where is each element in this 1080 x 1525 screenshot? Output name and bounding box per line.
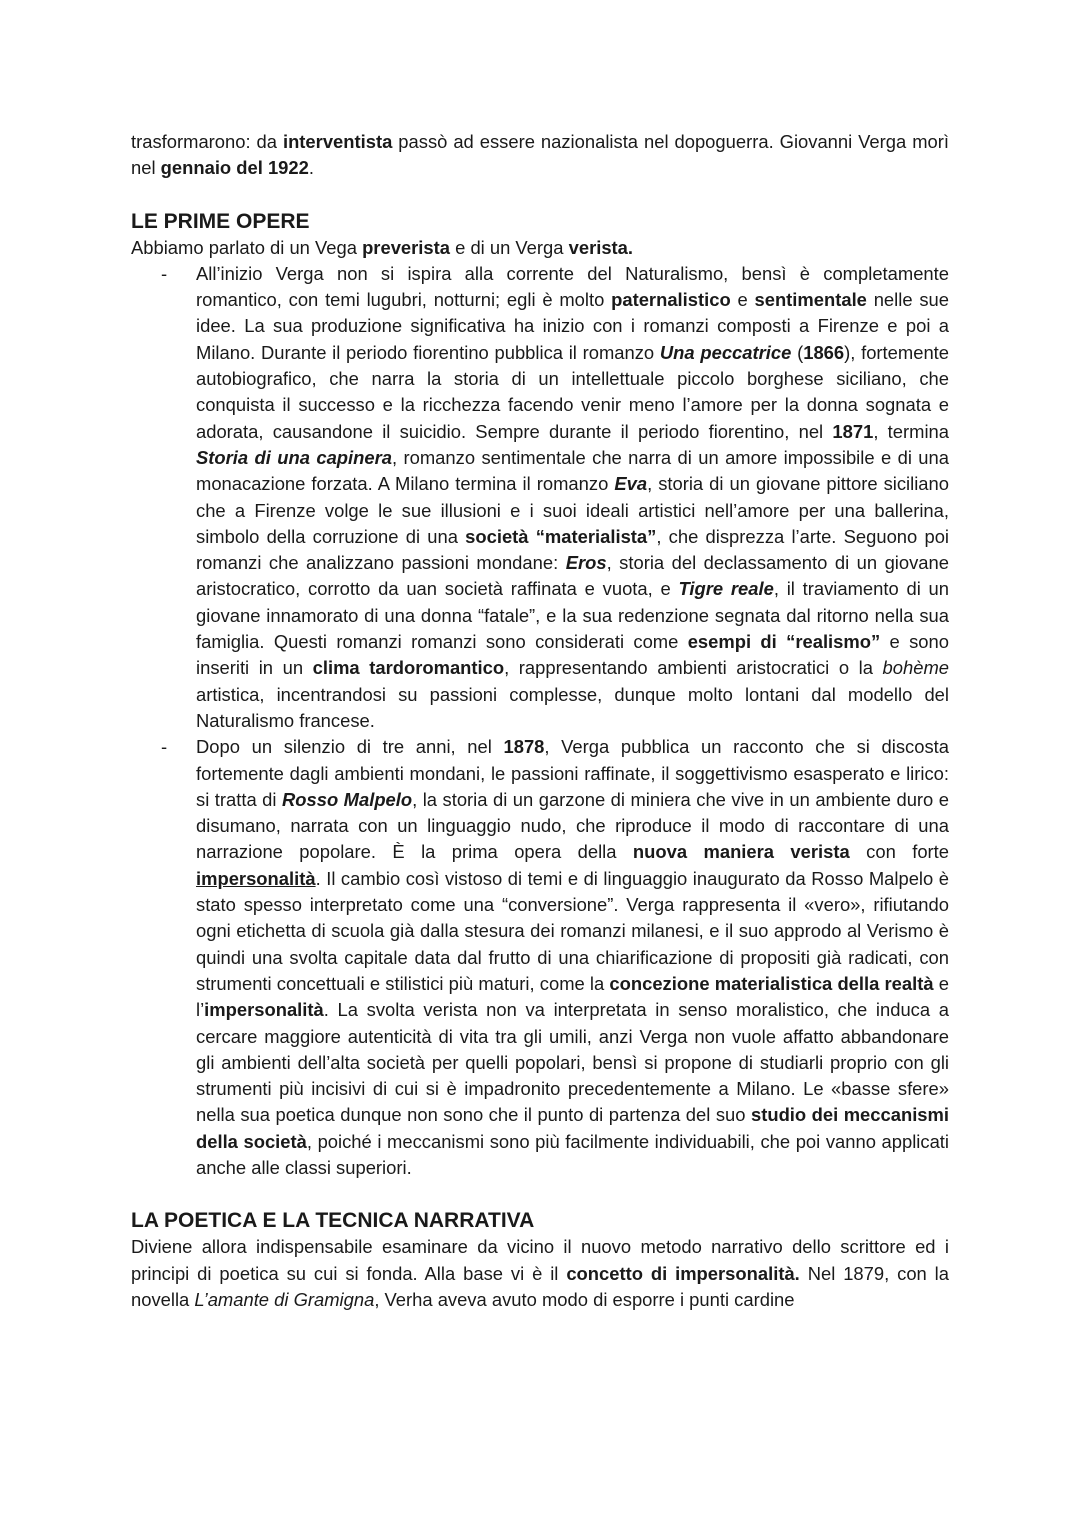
underlined-impersonalita: impersonalità [196, 867, 316, 889]
title-amante-gramigna: L’amante di Gramigna [194, 1288, 375, 1310]
heading-prime-opere: LE PRIME OPERE [131, 209, 310, 233]
title-storia-capinera: Storia di una capinera [196, 446, 392, 468]
heading-poetica: LA POETICA E LA TECNICA NARRATIVA [131, 1209, 535, 1233]
title-eros: Eros [565, 552, 607, 574]
bold-interventista: interventista [282, 131, 393, 152]
list-item-preverista: - All’inizio Verga non si ispira alla corrente del Naturalismo, bensì è completamente romantico, con temi lugubri, notturni; egli è molto paternalistico e sentimentale nelle sue idee. La sua produzione significativa ha inizio con i romanzi composti a Firenze e poi a Milano. Durante il periodo fiorentino pubblica il romanzo Una peccatrice (1866), fortemente autobiografico, che narra la storia di un intellettuale piccolo borghese siciliano, che conquista il successo e la ricchezza facendo venir meno l’amore per la donna sognata e adorata, causandone il suicidio. Sempre durante il periodo fiorentino, nel 1871, termina Storia di una capinera, romanzo sentimentale che narra di un amore impossibile e di una monacazione forzata. A Milano termina il romanzo Eva, storia di un giovane pittore siciliano che a Firenze volge le sue illusioni e i suoi ideali artistici nell’amore per una ballerina, simbolo della corruzione di una società “materialista”, che disprezza l’arte. Seguono poi romanzi che analizzano passioni mondane: Eros, storia del declassamento di un giovane aristocratico, corrotto da uan società raffinata e vuota, e Tigre reale, il traviamento di un giovane innamorato di una donna “fatale”, e la sua redenzione segnata dal ritorno nella sua famiglia. Questi romanzi romanzi sono considerati come esempi di “realismo” e sono inseriti in un clima tardoromantico, rappresentando ambienti aristocratici o la bohème artistica, incentrandosi su passioni complesse, dunque molto lontani dal modello del Naturalismo francese. [161, 262, 950, 731]
title-eva: Eva [614, 473, 648, 495]
works-list [131, 261, 949, 1181]
bold-death-date: gennaio del 1922 [160, 157, 309, 179]
document-page [131, 129, 949, 1313]
list-dash: - [161, 736, 168, 758]
intro-paragraph: trasformarono: da interventista passò ad essere nazionalista nel dopoguerra. Giovanni Verga morì nel gennaio del 1922. [131, 131, 949, 179]
list-item-verista: - Dopo un silenzio di tre anni, nel 1878, Verga pubblica un racconto che si discosta fortemente dagli ambienti mondani, le passioni raffinate, il soggettivismo esasperato e lirico: si tratta di Rosso Malpelo, la storia di un garzone di miniera che vive in un ambiente duro e disumano, narrata con un linguaggio nudo, che riproduce il modo di raccontare di una narrazione popolare. È la prima opera della nuova maniera verista con forte impersonalità. Il cambio così vistoso di temi e di linguaggio inaugurato da Rosso Malpelo è stato spesso interpretato come una “conversione”. Verga rappresenta il «vero», rifiutando ogni etichetta di scuola già dalla stesura dei romanzi milanesi, e il suo approdo al Verismo è quindi una svolta capitale data dal frutto di una chiarificazione di propositi già radicati, con strumenti concettuali e stilistici più maturi, come la concezione materialistica della realtà e l’impersonalità. La svolta verista non va interpretata in senso moralistico, che induca a cercare maggiore autenticità di vita tra gli umili, anzi Verga non vuole affatto abbandonare gli ambienti dell’alta società per quelli popolari, bensì si propone di studiarli proprio con gli strumenti più incisivi di cui si è impadronito precedentemente a Milano. Le «basse sfere» nella sua poetica dunque non sono che il punto di partenza del suo studio dei meccanismi della società, poiché i meccanismi sono più facilmente individuabili, che poi vanno applicati anche alle classi superiori. [161, 736, 950, 1178]
title-rosso-malpelo: Rosso Malpelo [281, 788, 413, 810]
title-tigre-reale: Tigre reale [678, 578, 774, 600]
title-una-peccatrice: Una peccatrice [659, 341, 792, 363]
lead-paragraph: Abbiamo parlato di un Vega preverista e di un Verga verista. [131, 236, 634, 258]
list-dash: - [161, 262, 168, 284]
poetica-paragraph: Diviene allora indispensabile esaminare da vicino il nuovo metodo narrativo dello scrittore ed i principi di poetica su cui si fonda. Alla base vi è il concetto di impersonalità. Nel 1879, con la novella L’amante di Gramigna, Verha aveva avuto modo di esporre i punti cardine [131, 1236, 950, 1310]
